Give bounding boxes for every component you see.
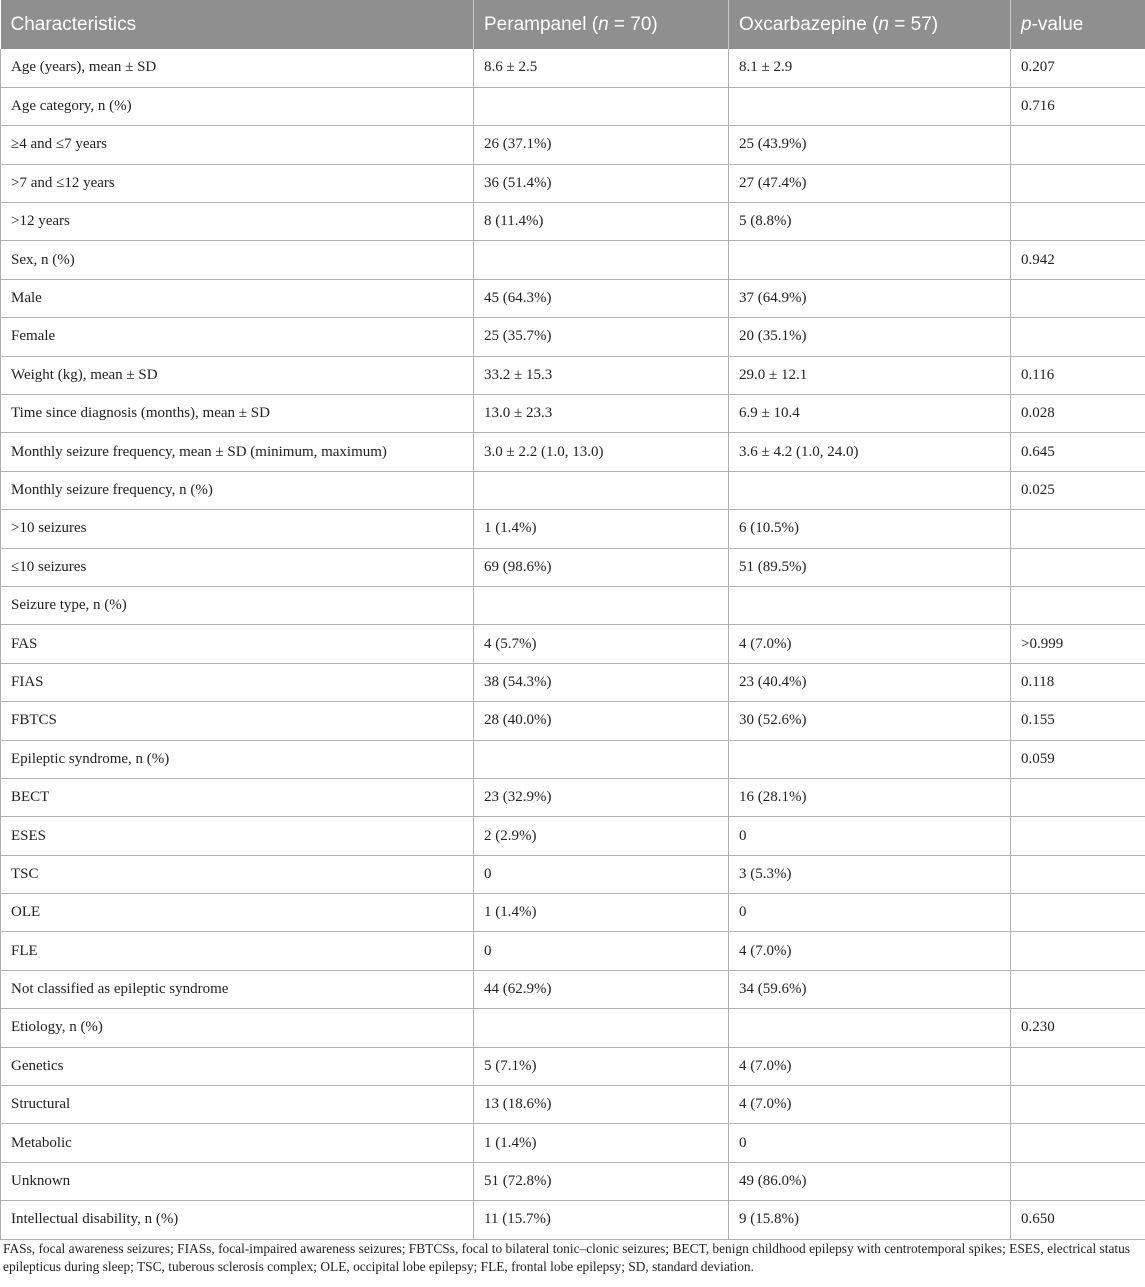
p-value-cell [1011, 1086, 1145, 1124]
characteristic-cell: ≤10 seizures [1, 548, 474, 586]
oxcarbazepine-cell: 8.1 ± 2.9 [729, 49, 1011, 87]
table-row [1, 318, 1145, 356]
perampanel-cell: 33.2 ± 15.3 [474, 356, 729, 394]
table-row [1, 164, 1145, 202]
p-value-cell: >0.999 [1011, 625, 1145, 663]
characteristic-cell: Sex, n (%) [1, 241, 474, 279]
table-row [1, 663, 1145, 701]
table-row [1, 87, 1145, 125]
p-value-cell [1011, 855, 1145, 893]
table-row [1, 586, 1145, 624]
p-value-cell [1011, 932, 1145, 970]
table-row [1, 970, 1145, 1008]
oxcarbazepine-cell: 27 (47.4%) [729, 164, 1011, 202]
characteristic-cell: ≥4 and ≤7 years [1, 126, 474, 164]
table-header [1, 0, 1145, 49]
characteristic-cell: Age (years), mean ± SD [1, 49, 474, 87]
characteristic-cell: BECT [1, 778, 474, 816]
table-row [1, 1009, 1145, 1047]
oxcarbazepine-cell: 20 (35.1%) [729, 318, 1011, 356]
table-row [1, 548, 1145, 586]
table-row [1, 203, 1145, 241]
characteristic-cell: Etiology, n (%) [1, 1009, 474, 1047]
header-row [1, 0, 1145, 49]
oxcarbazepine-cell: 34 (59.6%) [729, 970, 1011, 1008]
table-row [1, 1086, 1145, 1124]
header-characteristics-label: Characteristics [10, 13, 137, 35]
perampanel-cell [474, 740, 729, 778]
p-value-cell [1011, 970, 1145, 1008]
p-value-cell: 0.028 [1011, 395, 1145, 433]
header-p-value-suffix: -value [1031, 13, 1084, 35]
characteristic-cell: FAS [1, 625, 474, 663]
perampanel-cell: 51 (72.8%) [474, 1162, 729, 1200]
perampanel-cell: 1 (1.4%) [474, 894, 729, 932]
perampanel-cell: 8 (11.4%) [474, 203, 729, 241]
header-oxcarbazepine-prefix: Oxcarbazepine ( [739, 13, 879, 35]
oxcarbazepine-cell [729, 740, 1011, 778]
oxcarbazepine-cell: 0 [729, 894, 1011, 932]
header-perampanel [474, 0, 729, 49]
characteristic-cell: OLE [1, 894, 474, 932]
p-value-cell [1011, 778, 1145, 816]
oxcarbazepine-cell: 30 (52.6%) [729, 702, 1011, 740]
table-row [1, 1124, 1145, 1162]
perampanel-cell: 2 (2.9%) [474, 817, 729, 855]
header-p-value [1011, 0, 1145, 49]
p-value-cell: 0.155 [1011, 702, 1145, 740]
characteristic-cell: ESES [1, 817, 474, 855]
oxcarbazepine-cell: 23 (40.4%) [729, 663, 1011, 701]
p-value-cell: 0.118 [1011, 663, 1145, 701]
oxcarbazepine-cell: 4 (7.0%) [729, 1086, 1011, 1124]
characteristic-cell: Time since diagnosis (months), mean ± SD [1, 395, 474, 433]
perampanel-cell: 26 (37.1%) [474, 126, 729, 164]
oxcarbazepine-cell: 6 (10.5%) [729, 510, 1011, 548]
p-value-cell: 0.230 [1011, 1009, 1145, 1047]
table-row [1, 395, 1145, 433]
oxcarbazepine-cell [729, 586, 1011, 624]
p-value-cell: 0.942 [1011, 241, 1145, 279]
header-perampanel-prefix: Perampanel ( [484, 13, 599, 35]
table-row [1, 126, 1145, 164]
table-row [1, 241, 1145, 279]
characteristic-cell: Female [1, 318, 474, 356]
oxcarbazepine-cell: 3 (5.3%) [729, 855, 1011, 893]
perampanel-cell: 11 (15.7%) [474, 1201, 729, 1239]
characteristic-cell: FBTCS [1, 702, 474, 740]
p-value-cell [1011, 510, 1145, 548]
p-value-cell: 0.207 [1011, 49, 1145, 87]
oxcarbazepine-cell: 6.9 ± 10.4 [729, 395, 1011, 433]
characteristic-cell: Structural [1, 1086, 474, 1124]
table-row [1, 471, 1145, 509]
p-value-cell [1011, 126, 1145, 164]
characteristic-cell: >12 years [1, 203, 474, 241]
characteristic-cell: Unknown [1, 1162, 474, 1200]
perampanel-cell: 69 (98.6%) [474, 548, 729, 586]
oxcarbazepine-cell: 29.0 ± 12.1 [729, 356, 1011, 394]
perampanel-cell: 13 (18.6%) [474, 1086, 729, 1124]
oxcarbazepine-cell [729, 1009, 1011, 1047]
oxcarbazepine-cell: 37 (64.9%) [729, 279, 1011, 317]
p-value-cell [1011, 164, 1145, 202]
oxcarbazepine-cell: 4 (7.0%) [729, 932, 1011, 970]
perampanel-cell: 1 (1.4%) [474, 510, 729, 548]
table-row [1, 510, 1145, 548]
header-perampanel-suffix: = 70) [608, 13, 658, 35]
characteristic-cell: Metabolic [1, 1124, 474, 1162]
characteristic-cell: Weight (kg), mean ± SD [1, 356, 474, 394]
perampanel-cell: 36 (51.4%) [474, 164, 729, 202]
p-value-cell: 0.716 [1011, 87, 1145, 125]
oxcarbazepine-cell [729, 87, 1011, 125]
characteristic-cell: TSC [1, 855, 474, 893]
characteristic-cell: >10 seizures [1, 510, 474, 548]
p-value-cell [1011, 817, 1145, 855]
oxcarbazepine-cell: 4 (7.0%) [729, 1047, 1011, 1085]
characteristic-cell: Genetics [1, 1047, 474, 1085]
table-row [1, 49, 1145, 87]
perampanel-cell [474, 87, 729, 125]
table-row [1, 356, 1145, 394]
perampanel-cell: 0 [474, 932, 729, 970]
oxcarbazepine-cell: 5 (8.8%) [729, 203, 1011, 241]
table-row [1, 625, 1145, 663]
characteristic-cell: FLE [1, 932, 474, 970]
p-value-cell [1011, 203, 1145, 241]
header-oxcarbazepine-suffix: = 57) [888, 13, 939, 35]
oxcarbazepine-cell: 51 (89.5%) [729, 548, 1011, 586]
p-value-cell: 0.116 [1011, 356, 1145, 394]
characteristic-cell: >7 and ≤12 years [1, 164, 474, 202]
p-value-cell [1011, 318, 1145, 356]
oxcarbazepine-cell: 49 (86.0%) [729, 1162, 1011, 1200]
p-value-cell [1011, 1162, 1145, 1200]
characteristic-cell: Not classified as epileptic syndrome [1, 970, 474, 1008]
perampanel-cell: 44 (62.9%) [474, 970, 729, 1008]
p-value-cell [1011, 1047, 1145, 1085]
table-row [1, 702, 1145, 740]
perampanel-cell [474, 241, 729, 279]
table-row [1, 855, 1145, 893]
oxcarbazepine-cell: 9 (15.8%) [729, 1201, 1011, 1239]
oxcarbazepine-cell [729, 241, 1011, 279]
perampanel-cell: 3.0 ± 2.2 (1.0, 13.0) [474, 433, 729, 471]
characteristic-cell: Monthly seizure frequency, n (%) [1, 471, 474, 509]
characteristic-cell: Intellectual disability, n (%) [1, 1201, 474, 1239]
p-value-cell [1011, 548, 1145, 586]
perampanel-cell: 28 (40.0%) [474, 702, 729, 740]
table-body [1, 49, 1145, 1239]
perampanel-cell: 25 (35.7%) [474, 318, 729, 356]
p-value-cell [1011, 279, 1145, 317]
p-value-cell: 0.025 [1011, 471, 1145, 509]
table-footnote: FASs, focal awareness seizures; FIASs, focal-impaired awareness seizures; FBTCSs, focal to bilateral tonic–clonic seizures; BECT, benign childhood epilepsy with centrotemporal spikes; ESES, electrical status epilepticus during sleep; TSC, tuberous sclerosis complex; OLE, occipital lobe epilepsy; FLE, frontal lobe epilepsy; SD, standard deviation. [3, 1241, 1131, 1274]
table-row [1, 1162, 1145, 1200]
header-oxcarbazepine [729, 0, 1011, 49]
characteristic-cell: Age category, n (%) [1, 87, 474, 125]
oxcarbazepine-cell: 0 [729, 1124, 1011, 1162]
table-row [1, 433, 1145, 471]
oxcarbazepine-cell: 4 (7.0%) [729, 625, 1011, 663]
table-row [1, 894, 1145, 932]
characteristic-cell: Male [1, 279, 474, 317]
perampanel-cell: 45 (64.3%) [474, 279, 729, 317]
oxcarbazepine-cell: 0 [729, 817, 1011, 855]
p-value-cell: 0.650 [1011, 1201, 1145, 1239]
characteristic-cell: FIAS [1, 663, 474, 701]
perampanel-cell [474, 471, 729, 509]
perampanel-cell: 4 (5.7%) [474, 625, 729, 663]
p-value-cell [1011, 586, 1145, 624]
table-row [1, 1201, 1145, 1239]
header-characteristics [1, 0, 474, 49]
p-value-cell: 0.645 [1011, 433, 1145, 471]
oxcarbazepine-cell: 16 (28.1%) [729, 778, 1011, 816]
perampanel-cell: 13.0 ± 23.3 [474, 395, 729, 433]
table-row [1, 279, 1145, 317]
oxcarbazepine-cell: 3.6 ± 4.2 (1.0, 24.0) [729, 433, 1011, 471]
table-row [1, 817, 1145, 855]
characteristic-cell: Epileptic syndrome, n (%) [1, 740, 474, 778]
perampanel-cell [474, 586, 729, 624]
table-row [1, 932, 1145, 970]
perampanel-cell: 38 (54.3%) [474, 663, 729, 701]
perampanel-cell [474, 1009, 729, 1047]
header-oxcarbazepine-n: n [878, 13, 889, 35]
perampanel-cell: 1 (1.4%) [474, 1124, 729, 1162]
p-value-cell [1011, 1124, 1145, 1162]
header-perampanel-n: n [598, 13, 609, 35]
table-row [1, 778, 1145, 816]
characteristic-cell: Seizure type, n (%) [1, 586, 474, 624]
p-value-cell: 0.059 [1011, 740, 1145, 778]
perampanel-cell: 8.6 ± 2.5 [474, 49, 729, 87]
oxcarbazepine-cell: 25 (43.9%) [729, 126, 1011, 164]
characteristic-cell: Monthly seizure frequency, mean ± SD (minimum, maximum) [1, 433, 474, 471]
p-value-cell [1011, 894, 1145, 932]
table-row [1, 1047, 1145, 1085]
header-p-letter: p [1021, 13, 1032, 35]
perampanel-cell: 23 (32.9%) [474, 778, 729, 816]
table-row [1, 740, 1145, 778]
perampanel-cell: 0 [474, 855, 729, 893]
oxcarbazepine-cell [729, 471, 1011, 509]
perampanel-cell: 5 (7.1%) [474, 1047, 729, 1085]
